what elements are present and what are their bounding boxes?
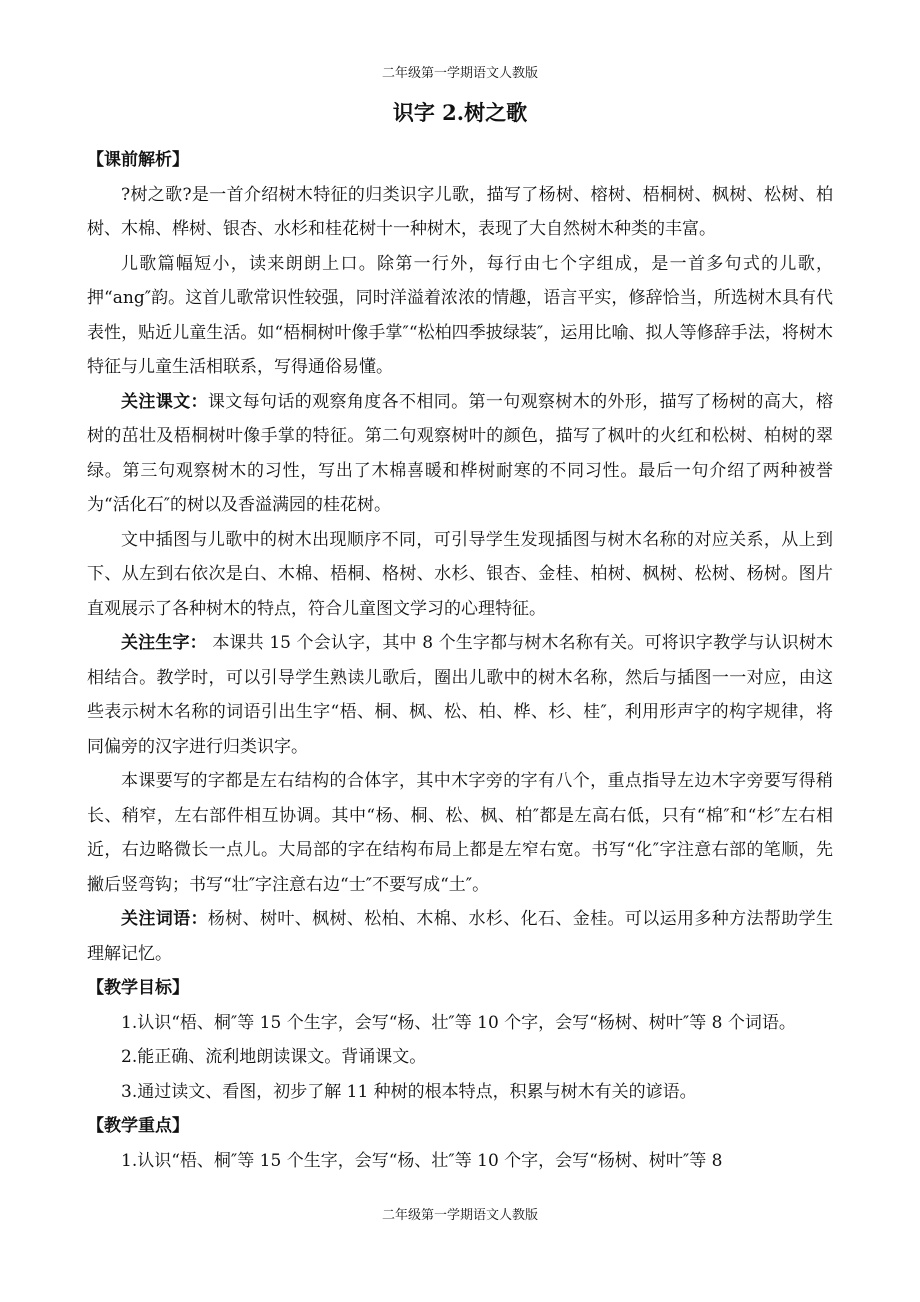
analysis-paragraph-6: 本课要写的字都是左右结构的合体字，其中木字旁的字有八个，重点指导左边木字旁要写得稍长、稍窄，左右部件相互协调。其中“杨、桐、松、枫、柏″都是左高右低，只有“棉″和“杉″左右相近，右边略微长一点儿。大局部的字在结构布局上都是左窄右宽。书写“化″字注意右部的笔顺，先撇后竖弯钩；书写“壮″字注意右边“士″不要写成“土″。 (87, 771, 833, 895)
goal-item-1: 1.认识“梧、桐″等 15 个生字，会写“杨、壮″等 10 个字，会写“杨树、树叶″等 8 个词语。 (121, 1012, 796, 1033)
focus-text-label: 关注课文： (121, 391, 208, 412)
focus-text-body: 课文每句话的观察角度各不相同。第一句观察树木的外形，描写了杨树的高大，榕树的茁壮及梧桐树叶像手掌的特征。第二句观察树叶的颜色，描写了枫叶的火红和松树、柏树的翠绿。第三句观察树木的习性，写出了木棉喜暖和桦树耐寒的不同习性。最后一句介绍了两种被誉为“活化石″的树以及香溢满园的桂花树。 (87, 391, 833, 515)
analysis-paragraph-7 (87, 902, 833, 971)
focus-characters-body: 本课共 15 个会认字，其中 8 个生字都与树木名称有关。可将识字教学与认识树木相结合。教学时，可以引导学生熟读儿歌后，圈出儿歌中的树木名称，然后与插图一一对应，由这些表示树木名称的词语引出生字“梧、桐、枫、松、柏、桦、杉、桂″，利用形声字的构字规律，将同偏旁的汉字进行归类识字。 (87, 633, 834, 757)
goal-item-3: 3.通过读文、看图，初步了解 11 种树的根本特点，积累与树木有关的谚语。 (121, 1081, 697, 1102)
analysis-paragraph-3 (87, 385, 833, 523)
section-heading-goals: 【教学目标】 (87, 978, 189, 998)
analysis-paragraph-1: ?树之歌?是一首介绍树木特征的归类识字儿歌，描写了杨树、榕树、梧桐树、枫树、松树、柏树、木棉、桦树、银杏、水杉和桂花树十一种树木，表现了大自然树木种类的丰富。 (87, 184, 833, 239)
analysis-paragraph-2: 儿歌篇幅短小，读来朗朗上口。除第一行外，每行由七个字组成，是一首多句式的儿歌，押“ang″韵。这首儿歌常识性较强，同时洋溢着浓浓的情趣，语言平实，修辞恰当，所选树木具有代表性，贴近儿童生活。如“梧桐树叶像手掌″“松柏四季披绿装″，运用比喻、拟人等修辞手法，将树木特征与儿童生活相联系，写得通俗易懂。 (87, 253, 833, 377)
analysis-paragraph-5 (87, 626, 833, 764)
running-header: 二年级第一学期语文人教版 (381, 66, 538, 81)
document-body (87, 143, 833, 1178)
focus-characters-label: 关注生字： (121, 633, 207, 653)
key-point-item-1: 1.认识“梧、桐″等 15 个生字，会写“杨、壮″等 10 个字，会写“杨树、树叶″等 8 (121, 1150, 723, 1171)
page-title: 识字 2.树之歌 (392, 100, 528, 125)
focus-words-label: 关注词语： (121, 909, 208, 929)
section-heading-analysis: 【课前解析】 (87, 150, 189, 170)
section-heading-key-points: 【教学重点】 (87, 1116, 189, 1136)
running-footer: 二年级第一学期语文人教版 (381, 1208, 538, 1223)
analysis-paragraph-4: 文中插图与儿歌中的树木出现顺序不同，可引导学生发现插图与树木名称的对应关系，从上到下、从左到右依次是白、木棉、梧桐、格树、水杉、银杏、金桂、柏树、枫树、松树、杨树。图片直观展示了各种树木的特点，符合儿童图文学习的心理特征。 (87, 529, 833, 619)
goal-item-2: 2.能正确、流利地朗读课文。背诵课文。 (121, 1047, 427, 1067)
focus-words-body: 杨树、树叶、枫树、松柏、木棉、水杉、化石、金桂。可以运用多种方法帮助学生理解记忆。 (87, 909, 833, 964)
